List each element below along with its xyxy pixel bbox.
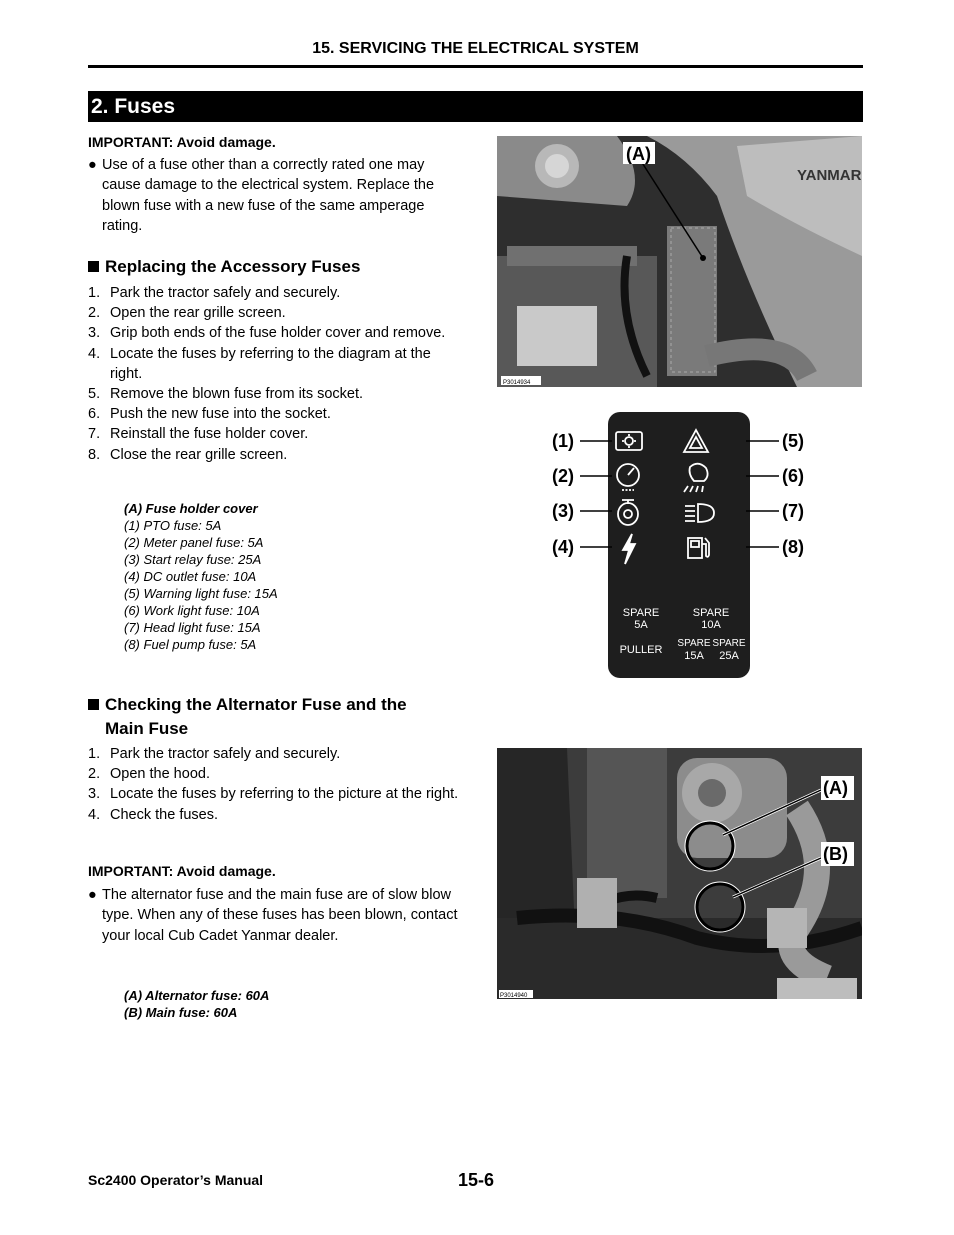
alternator-fuses-heading: Checking the Alternator Fuse and the Main Fuse bbox=[88, 693, 458, 741]
fuse-holder-photo bbox=[497, 136, 862, 387]
list-item: 7. Reinstall the fuse holder cover. bbox=[88, 426, 309, 443]
list-item: 2. Open the hood. bbox=[88, 766, 210, 783]
diagram-label-8: (8) bbox=[782, 537, 804, 557]
legend-item: (8) Fuel pump fuse: 5A bbox=[124, 637, 257, 652]
diagram-label-1: (1) bbox=[552, 431, 574, 451]
square-bullet-icon bbox=[88, 699, 99, 710]
diagram-label-2: (2) bbox=[552, 466, 574, 486]
header-rule bbox=[88, 65, 863, 68]
spare-25a-label: SPARE bbox=[712, 638, 746, 649]
legend-item: (7) Head light fuse: 15A bbox=[124, 620, 261, 635]
puller-label: PULLER bbox=[619, 644, 663, 656]
diagram-label-6: (6) bbox=[782, 466, 804, 486]
legend-item: (3) Start relay fuse: 25A bbox=[124, 552, 262, 567]
spare-10a-value: 10A bbox=[701, 619, 721, 631]
spare-5a-label: SPARE bbox=[622, 607, 660, 619]
list-item: 4. Locate the fuses by referring to the diagram at the right. bbox=[88, 345, 431, 382]
legend-item: (4) DC outlet fuse: 10A bbox=[124, 569, 257, 584]
list-item: 3. Locate the fuses by referring to the picture at the right. bbox=[88, 786, 459, 803]
important-notice-title: IMPORTANT: Avoid damage. bbox=[88, 863, 276, 879]
square-bullet-icon bbox=[88, 261, 99, 272]
diagram-label-5: (5) bbox=[782, 431, 804, 451]
page-number: 15-6 bbox=[458, 1170, 495, 1190]
spare-10a-label: SPARE bbox=[692, 607, 730, 619]
list-item: 1. Park the tractor safely and securely. bbox=[88, 285, 341, 301]
spare-15a-label: SPARE bbox=[677, 638, 711, 649]
diagram-label-3: (3) bbox=[552, 501, 574, 521]
photo-code: P3014940 bbox=[500, 993, 528, 999]
diagram-label-7: (7) bbox=[782, 501, 804, 521]
accessory-fuses-heading: Replacing the Accessory Fuses bbox=[88, 255, 458, 279]
spare-5a-value: 5A bbox=[634, 619, 648, 631]
legend-item: (B) Main fuse: 60A bbox=[124, 1005, 238, 1020]
chapter-header: 15. SERVICING THE ELECTRICAL SYSTEM bbox=[312, 40, 639, 57]
legend-item: (6) Work light fuse: 10A bbox=[124, 603, 260, 618]
callout-b: (B) bbox=[823, 844, 848, 864]
list-item: 4. Check the fuses. bbox=[88, 806, 218, 823]
photo-code: P3014934 bbox=[503, 380, 531, 386]
important-notice-title: IMPORTANT: Avoid damage. bbox=[88, 134, 276, 150]
bullet-icon: ● bbox=[88, 887, 97, 903]
bullet-icon: ● bbox=[88, 157, 97, 173]
section-title: 2. Fuses bbox=[88, 91, 863, 122]
fuse-diagram bbox=[548, 410, 810, 680]
brand-text: YANMAR bbox=[797, 167, 862, 184]
spare-15a-value: 15A bbox=[684, 650, 704, 662]
callout-a: (A) bbox=[626, 144, 651, 164]
list-item: 6. Push the new fuse into the socket. bbox=[88, 406, 331, 423]
accessory-steps-list bbox=[88, 283, 460, 465]
manual-title: Sc2400 Operator’s Manual bbox=[88, 1172, 264, 1188]
list-item: 1. Park the tractor safely and securely. bbox=[88, 746, 341, 762]
alternator-steps-list bbox=[88, 744, 460, 825]
legend-item: (5) Warning light fuse: 15A bbox=[124, 586, 278, 601]
spare-25a-value: 25A bbox=[719, 650, 739, 662]
important-notice-text: ● Use of a fuse other than a correctly rated one may cause damage to the electrical system. Replace the blown fuse with a new fuse of the same amperage rating. bbox=[88, 157, 435, 235]
alternator-legend bbox=[124, 987, 269, 1021]
legend-item: (A) Fuse holder cover bbox=[124, 501, 258, 516]
legend-item: (A) Alternator fuse: 60A bbox=[124, 988, 270, 1003]
legend-item: (1) PTO fuse: 5A bbox=[124, 518, 222, 533]
fuse-legend bbox=[124, 500, 278, 653]
list-item: 3. Grip both ends of the fuse holder cover and remove. bbox=[88, 325, 446, 342]
alternator-fuse-photo bbox=[497, 748, 862, 999]
list-item: 5. Remove the blown fuse from its socket. bbox=[88, 386, 364, 403]
diagram-label-4: (4) bbox=[552, 537, 574, 557]
callout-a: (A) bbox=[823, 778, 848, 798]
legend-item: (2) Meter panel fuse: 5A bbox=[124, 535, 264, 550]
list-item: 8. Close the rear grille screen. bbox=[88, 446, 288, 463]
list-item: 2. Open the rear grille screen. bbox=[88, 305, 286, 322]
important-notice-text: ● The alternator fuse and the main fuse are of slow blow type. When any of these fuses has been blown, contact your local Cub Cadet Yanmar dealer. bbox=[88, 887, 458, 944]
